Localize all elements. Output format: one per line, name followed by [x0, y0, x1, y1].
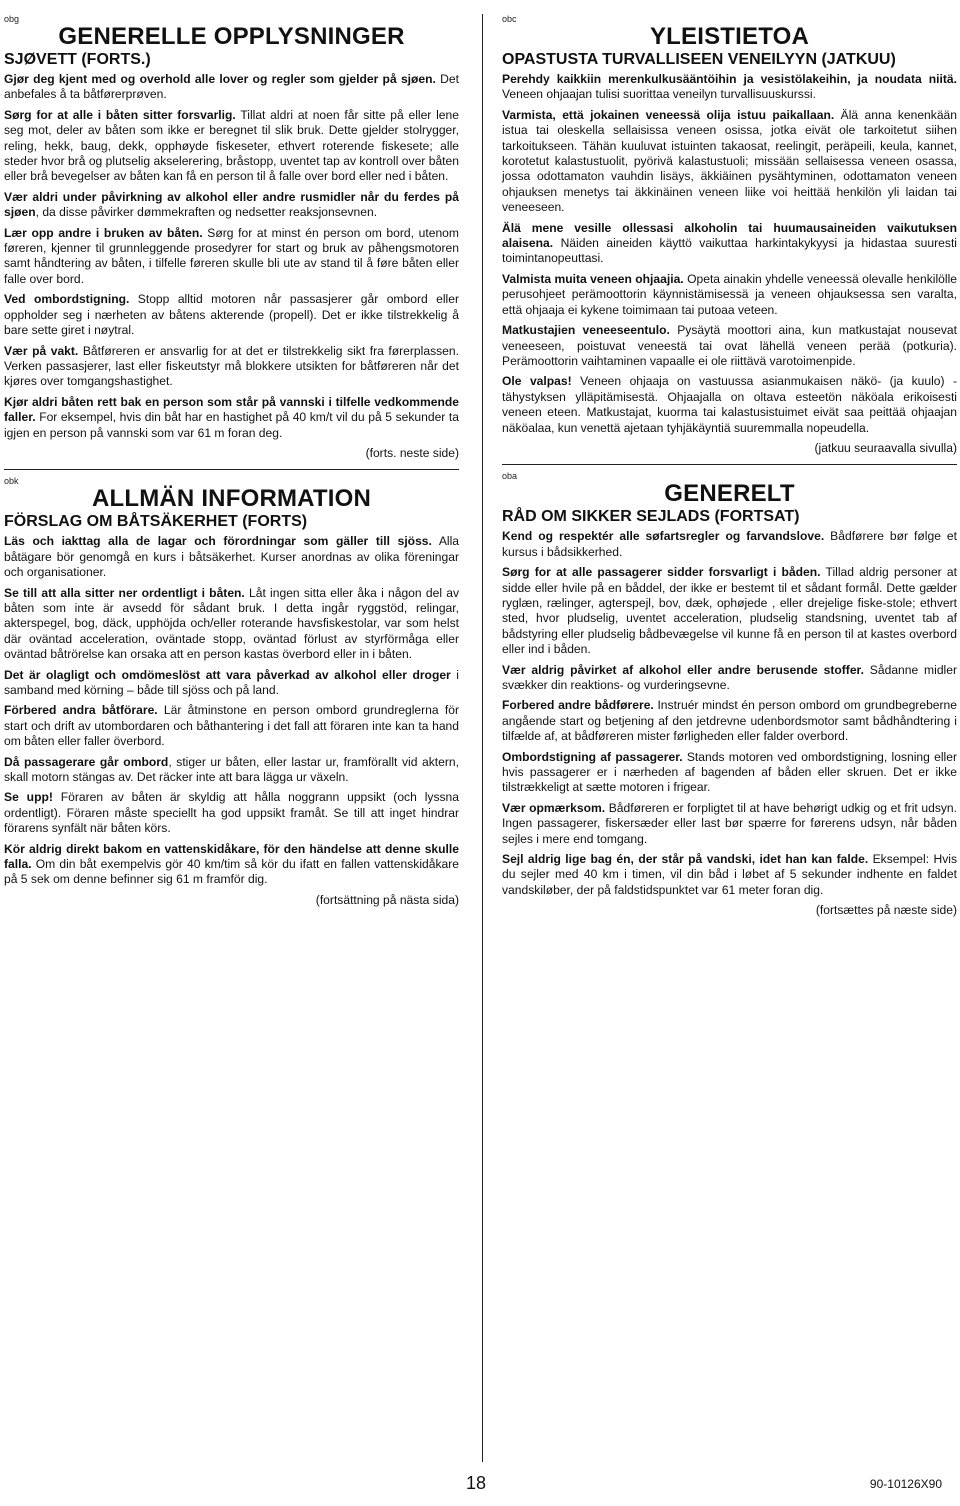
paragraph-body: Veneen ohjaaja on vastuussa asianmukaisen näkö- (ja kuulo) -tähystyksen ylläpitämisestä. Ohjaajalla on oltava esteetön näköala erikoisesti veneen eteen. Matkustajat, kuorma tai kalastusistuimet eivät saa peittää ohjaajan näköalaa, kun venettä ajetaan tyhjäkäyntiä suuremmalla nopeudella. — [502, 374, 957, 435]
paragraph — [502, 750, 957, 796]
column-divider — [482, 14, 483, 1462]
right-column — [502, 14, 957, 925]
section-code: obg — [4, 14, 20, 24]
paragraph-body: Bådføreren er forpligtet til at have behørigt udkig og et frit udsyn. Ingen passagerer, fiskersæder eller last bør spærre for førerens udsyn, når båden sejles i mere end tomgang. — [502, 800, 958, 846]
paragraph-lead: Kör aldrig direkt bakom en vattenskidåkare, för den händelse att denne skulle falla. — [4, 841, 459, 872]
paragraph-body: Sådanne midler svækker din reaktions- og vurderingsevne. — [502, 662, 957, 692]
paragraph — [4, 842, 459, 888]
paragraph-lead: Förbered andra båtförare. — [4, 703, 158, 718]
paragraph-lead: Vær aldri under påvirkning av alkohol eller andre rusmidler når du ferdes på sjøen — [4, 189, 459, 220]
paragraph-lead: Valmista muita veneen ohjaajia. — [502, 271, 684, 286]
section-title: GENERELT — [664, 480, 795, 508]
paragraph-body: Tillad aldrig personer at sidde eller hvile på en båddel, der ikke er bestemt til et sådant formål. Dette gælder ryglæn, rælinger, agterspejl, bov, dæk, ophøjede , eller drejelige fiske-stole; ethvert sted, hvor pludselig, uventet acceleration, pludselig standsning, uventet tab af bådstyring eller pludselig bådbevægelse vil kunne få en person til at kastes overbord eller ind i båden. — [502, 565, 957, 657]
section-title: ALLMÄN INFORMATION — [91, 485, 372, 513]
section-subtitle: OPASTUSTA TURVALLISEEN VENEILYYN (JATKUU) — [502, 51, 896, 68]
paragraph-lead: Kjør aldri båten rett bak en person som står på vannski i tilfelle vedkommende faller. — [4, 394, 459, 425]
section-subtitle: FÖRSLAG OM BÅTSÄKERHET (FORTS) — [4, 513, 308, 531]
section-swedish — [4, 476, 459, 908]
section-title: YLEISTIETOA — [649, 23, 810, 50]
paragraph — [4, 668, 459, 699]
page-footer — [0, 1472, 960, 1502]
paragraph-lead: Sørg for at alle passagerer sidder forsvarligt i båden. — [502, 565, 821, 580]
document-code: 90-10126X90 — [869, 1477, 942, 1491]
section-norwegian — [4, 14, 459, 461]
paragraph-lead: Ombordstigning af passagerer. — [502, 749, 683, 764]
paragraph-lead: Ole valpas! — [502, 374, 572, 389]
paragraph — [502, 374, 957, 436]
paragraph-body: Stands motoren ved ombordstigning, losning eller hvis passagerer er i nærheden af bagenden af båden eller skruen. Det er ikke tilstrækkeligt at sætte motoren i frigear. — [502, 749, 957, 795]
paragraph — [502, 663, 957, 694]
paragraph — [4, 190, 459, 221]
paragraph-body: Instruér mindst én person ombord om grundbegreberne angående start og betjening af den jetdrevne udenbordsmotor samt bådhåndtering i tilfælde af, at bådføreren mister førligheden eller falder overbord. — [502, 698, 957, 744]
paragraph-lead: Vær på vakt. — [4, 343, 79, 358]
continued-note: (jatkuu seuraavalla sivulla) — [814, 440, 957, 455]
continued-note: (fortsættes på næste side) — [815, 903, 957, 918]
paragraph-body: Opeta ainakin yhdelle veneessä olevalle henkilölle perusohjeet perämoottorin käynnistämisessä ja veneen ohjauksessa sen varalta, että ohjaaja ei kykene toimimaan tai putoaa veteen. — [502, 271, 957, 317]
paragraph-body: Näiden aineiden käyttö vaikuttaa harkintakykyysi ja hidastaa suuresti toimintanopeuttasi. — [502, 236, 957, 266]
section-finnish — [502, 14, 957, 456]
paragraph-body: Pysäytä moottori aina, kun matkustajat nousevat veneeseen, poistuvat veneestä tai ovat lähellä veneen perää (potkuria). Perämoottorin vaihtaminen vapaalle ei ole riittävä varotoimenpide. — [502, 323, 957, 368]
paragraph — [4, 790, 459, 836]
paragraph — [4, 226, 459, 288]
paragraph-body: , stiger ur båten, eller lastar ur, framförallt vid aktern, skall motorn stängas av. Det räcker inte att bara lägga ur växeln. — [4, 754, 459, 785]
paragraph-lead: Vær opmærksom. — [502, 800, 606, 815]
paragraph-lead: Ved ombordstigning. — [4, 292, 130, 307]
paragraph-lead: Det är olagligt och omdömeslöst att vara påverkad av alkohol eller droger — [4, 667, 451, 682]
paragraph-lead: Se till att alla sitter ner ordentligt i båten. — [4, 585, 245, 600]
section-subtitle: SJØVETT (FORTS.) — [4, 51, 151, 68]
paragraph — [502, 801, 957, 847]
paragraph — [4, 108, 459, 185]
continued-note: (fortsättning på nästa sida) — [315, 892, 459, 907]
paragraph-body: Lär åtminstone en person ombord grundreglerna för start och drift av utombordaren och båthantering i det fall att föraren inte kan ta hand om båten eller faller överbord. — [4, 703, 459, 749]
continued-note: (forts. neste side) — [365, 445, 459, 460]
paragraph-body: Eksempel: Hvis du sejler med 40 km i timen, vil din båd i løbet af 5 sekunder indhente en faldet vandskiløber, der på faldstidspunktet var 61 meter foran dig. — [502, 852, 957, 897]
section-code: obk — [4, 476, 19, 487]
paragraph — [502, 698, 957, 744]
paragraph — [502, 529, 957, 560]
paragraph-body: Föraren av båten är skyldig att hålla noggrann uppsikt (och lyssna ordentligt). Föraren måste speciellt ha god uppsikt framåt. Se till att inget hindrar förarens synfält när båten körs. — [4, 790, 459, 836]
paragraph — [4, 534, 459, 580]
paragraph-body: Stopp alltid motoren når passasjerer går ombord eller oppholder seg i nærheten av båtens akterende (propell). Det er ikke tilstrekkelig å bare sette giret i nøytral. — [4, 292, 459, 338]
paragraph — [4, 344, 459, 390]
paragraph-body: Låt ingen sitta eller åka i någon del av båten som inte är avsedd för sådant bruk. I detta ingår ryggstöd, relingar, akterspegel, bog, däck, upphöjda och/eller roterande havsfiskestolar, var som helst där oväntad acceleration, oväntade stopp, oväntad förlust av styrförmåga eller oväntad båtrörelse kan orsaka att en person kastas överbord eller in i båten. — [4, 585, 460, 662]
paragraph-lead: Läs och iakttag alla de lagar och förordningar som gäller till sjöss. — [4, 534, 432, 549]
paragraph — [502, 108, 957, 216]
paragraph-body: Sørg for at minst én person om bord, utenom føreren, kjenner til grunnleggende prosedyrer for start og bruk av påhengsmotoren samt håndtering av båten, i tilfelle føreren skulle bli ute av stand til å føre båten eller falle over bord. — [4, 225, 459, 286]
section-code: obc — [502, 14, 517, 24]
paragraph-body: Veneen ohjaajan tulisi suorittaa veneilyn turvallisuuskurssi. — [502, 87, 816, 102]
paragraph-lead: Då passagerare går ombord — [4, 754, 169, 769]
paragraph — [4, 292, 459, 338]
paragraph-body: Båtføreren er ansvarlig for at det er tilstrekkelig sikt fra førerplassen. Verken passasjerer, last eller fiskeutstyr må blokkere utsikten for båtføreren når det kjøres over tomgangshastighet. — [4, 343, 459, 389]
paragraph — [502, 72, 957, 103]
paragraph — [502, 272, 957, 318]
paragraph-lead: Perehdy kaikkiin merenkulkusääntöihin ja vesistölakeihin, ja noudata niitä. — [502, 72, 957, 86]
section-divider — [502, 464, 957, 465]
paragraph — [4, 586, 459, 663]
paragraph — [4, 72, 459, 103]
page-number: 18 — [466, 1473, 487, 1493]
paragraph-body: Bådførere bør følge et kursus i bådsikkerhed. — [502, 529, 958, 559]
paragraph-lead: Älä mene vesille ollessasi alkoholin tai huumausaineiden vaikutuksen alaisena. — [502, 220, 957, 251]
paragraph-lead: Sejl aldrig lige bag én, der står på vandski, idet han kan falde. — [502, 852, 869, 867]
paragraph-body: Alla båtägare bör genomgå en kurs i båtsäkerhet. Kurser anordnas av olika föreningar och organisationer. — [4, 534, 459, 580]
paragraph — [502, 852, 957, 898]
paragraph-lead: Kend og respektér alle søfartsregler og farvandslove. — [502, 529, 825, 544]
paragraph-lead: Vær aldrig påvirket af alkohol eller andre berusende stoffer. — [502, 662, 864, 677]
paragraph-lead: Sørg for at alle i båten sitter forsvarlig. — [4, 107, 236, 122]
paragraph-body: Det anbefales å ta båtførerprøven. — [4, 72, 459, 102]
section-code: oba — [502, 471, 518, 482]
paragraph-lead: Varmista, että jokainen veneessä olija istuu paikallaan. — [502, 107, 835, 122]
paragraph-body: For eksempel, hvis din båt har en hastighet på 40 km/t vil du på 5 sekunder ta igjen en person på vannski som var 61 m foran deg. — [4, 410, 459, 440]
paragraph-lead: Gjør deg kjent med og overhold alle lover og regler som gjelder på sjøen. — [4, 72, 436, 86]
section-danish — [502, 471, 957, 918]
paragraph — [502, 565, 957, 657]
paragraph-lead: Matkustajien veneeseentulo. — [502, 323, 670, 338]
paragraph — [4, 703, 459, 749]
paragraph — [4, 395, 459, 441]
section-divider — [4, 469, 459, 470]
paragraph — [4, 755, 459, 786]
paragraph-lead: Lær opp andre i bruken av båten. — [4, 225, 203, 240]
paragraph — [502, 323, 957, 369]
left-column — [4, 14, 459, 914]
paragraph-body: Tillat aldri at noen får sitte på eller lene seg mot, deler av båten som ikke er beregnet til slik bruk. Dette gjelder stolrygger, reling, hekk, baug, dekk, opphøyde fiskeseter, ethvert roterende fiskesete; alle steder hvor brå og plutselig akselerering, bråstopp, uventet tap av kontroll over båten eller brå bevegelser av båten kan få en person til å falle over bord eller ned i båten. — [4, 107, 459, 184]
paragraph-body: Om din båt exempelvis gör 40 km/tim så kör du ifatt en fallen vattenskidåkare på 5 sek om denne befinner sig 61 m framför dig. — [4, 857, 459, 887]
paragraph — [502, 221, 957, 267]
paragraph-body: Älä anna kenenkään istua tai oleskella sellaisissa veneen osissa, jotka eivät ole tarkoitetut siihen tarkoitukseen. Tähän kuuluvat istuinten takaosat, reelingit, peräpeili, keula, kannet, korotetut kalastustuolit, pyörivä kalastustuoli; missään sellaisessa veneen osassa, jossa odottamaton vauhdin lisäys, äkkiäinen pysähtyminen, odottamaton veneen ohjauksen menetys tai äkkinäinen veneen liike voi heittää henkilön yli laidan tai veneeseen. — [502, 107, 958, 215]
paragraph-lead: Forbered andre bådførere. — [502, 698, 654, 713]
section-subtitle: RÅD OM SIKKER SEJLADS (FORTSAT) — [502, 508, 800, 526]
paragraph-body: , da disse påvirker dømmekraften og nedsetter reaksjonsevnen. — [35, 205, 378, 220]
paragraph-body: i samband med körning – både till sjöss och på land. — [4, 667, 459, 697]
paragraph-lead: Se upp! — [4, 790, 53, 805]
section-title: GENERELLE OPPLYSNINGER — [58, 23, 405, 50]
